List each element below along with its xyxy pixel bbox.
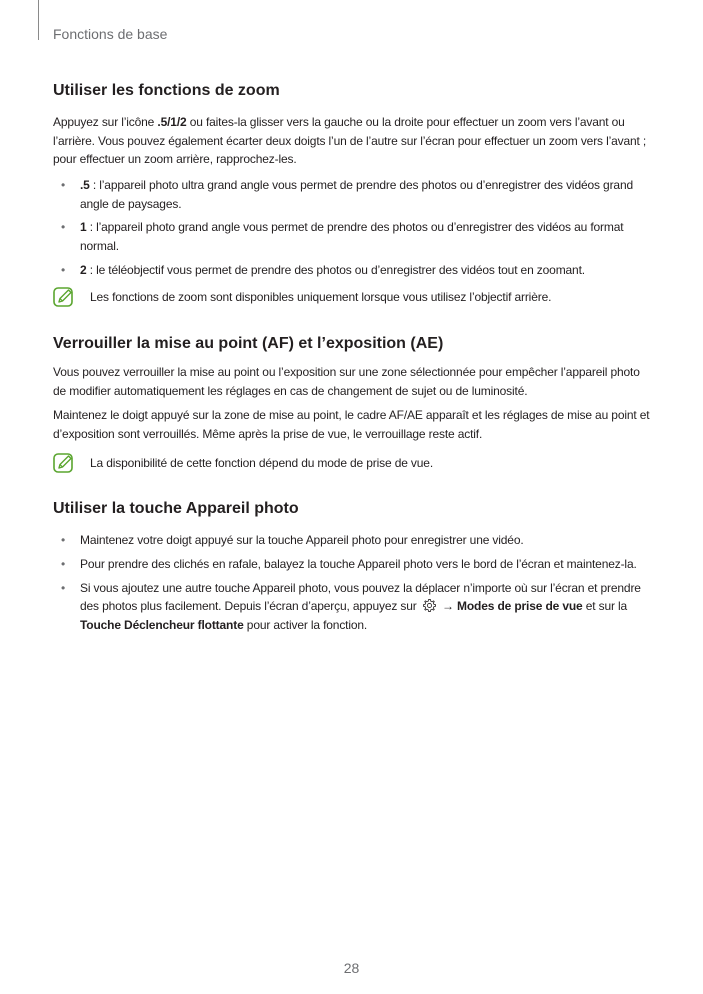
note-pencil-icon	[53, 287, 75, 307]
list-item: • .5 : l’appareil photo ultra grand angle vous permet de prendre des photos ou d’enregistrer des vidéos grand angle de paysages.	[61, 178, 633, 211]
list-item: • Pour prendre des clichés en rafale, balayez la touche Appareil photo vers le bord de l’écran et maintenez-la.	[61, 556, 637, 571]
af-ae-note	[53, 453, 653, 475]
header-title: Fonctions de base	[53, 26, 168, 42]
section-heading-af-ae: Verrouiller la mise au point (AF) et l’exposition (AE)	[53, 335, 444, 352]
zoom-bullet-list	[53, 176, 650, 285]
note-text: La disponibilité de cette fonction dépend du mode de prise de vue.	[90, 456, 434, 470]
gear-icon	[422, 598, 437, 613]
list-item: • 1 : l’appareil photo grand angle vous permet de prendre des photos ou d’enregistrer des vidéos au format normal.	[61, 220, 624, 253]
list-item: • Maintenez votre doigt appuyé sur la touche Appareil photo pour enregistrer une vidéo.	[61, 533, 524, 547]
zoom-icon-labels: .5/1/2	[157, 115, 187, 129]
list-item: • Si vous ajoutez une autre touche Appareil photo, vous pouvez la déplacer n’importe où sur l’écran et prendre des photos plus facilement. Depuis l’écran d’aperçu, appuyez sur → Modes de prise de vue et sur la Touche Déclencheur flottante pour activer la fonction.	[61, 580, 641, 632]
menu-modes-de-prise-de-vue: Modes de prise de vue	[457, 599, 583, 614]
af-ae-paragraph-2: Maintenez le doigt appuyé sur la zone de mise au point, le cadre AF/AE apparaît et les réglages de mise au point et d’exposition sont verrouillés. Même après la prise de vue, le verrouillage reste actif.	[53, 408, 650, 441]
note-text: Les fonctions de zoom sont disponibles uniquement lorsque vous utilisez l’objectif arrière.	[90, 290, 552, 304]
zoom-note	[53, 287, 653, 309]
section-heading-camera-button: Utiliser la touche Appareil photo	[53, 500, 299, 517]
header-rule	[38, 0, 39, 40]
page-number: 28	[343, 960, 360, 976]
note-pencil-icon	[53, 453, 75, 473]
list-item: • 2 : le téléobjectif vous permet de prendre des photos ou d’enregistrer des vidéos tout en zoomant.	[61, 262, 585, 277]
zoom-intro-paragraph: Appuyez sur l’icône .5/1/2 ou faites-la glisser vers la gauche ou la droite pour effectuer un zoom vers l’avant ou l’arrière. Vous pouvez également écarter deux doigts l’un de l’autre sur l’écran pour effectuer un zoom vers l’avant ; pour effectuer un zoom arrière, rapprochez-les.	[53, 115, 647, 167]
af-ae-paragraph-1: Vous pouvez verrouiller la mise au point ou l’exposition sur une zone sélectionnée pour empêcher l’appareil photo de modifier automatiquement les réglages en cas de changement de sujet ou de luminosité.	[53, 365, 640, 398]
section-heading-zoom: Utiliser les fonctions de zoom	[53, 82, 280, 99]
menu-touche-declencheur-flottante: Touche Déclencheur flottante	[80, 617, 244, 632]
camera-button-bullet-list	[53, 531, 650, 640]
